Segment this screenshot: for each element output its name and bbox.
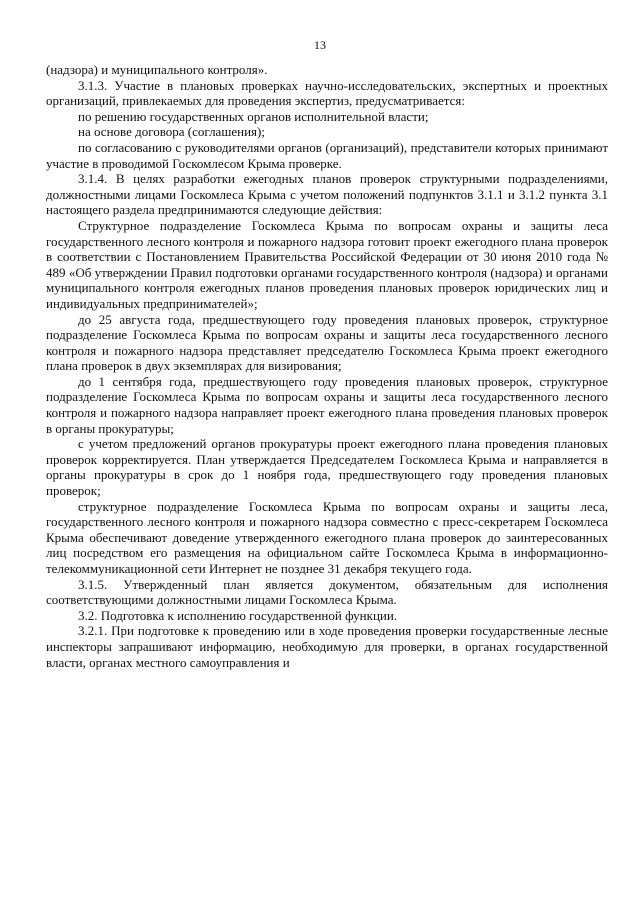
paragraph-action-item: Структурное подразделение Госкомлеса Крыма по вопросам охраны и защиты леса государственного лесного контроля и пожарного надзора готовит проект ежегодного плана проверок в соответствии с Постановлением Правительства Российской Федерации от 30 июня 2010 года № 489 «Об утверждении Правил подготовки органами государственного контроля (надзора) и органами муниципального контроля ежегодных планов проведения плановых проверок юридических лиц и индивидуальных предпринимателей»; bbox=[46, 217, 608, 311]
paragraph-action-item: до 25 августа года, предшествующего году проведения плановых проверок, структурное подразделение Госкомлеса Крыма по вопросам охраны и защиты леса государственного лесного контроля и пожарного надзора представляет председателю Госкомлеса Крыма проект ежегодного плана проверок в двух экземплярах для визирования; bbox=[46, 311, 608, 374]
paragraph-3-1-4: 3.1.4. В целях разработки ежегодных планов проверок структурными подразделениями, должностными лицами Госкомлеса Крыма с учетом положений подпунктов 3.1.1 и 3.1.2 пункта 3.1 настоящего раздела предпринимаются следующие действия: bbox=[46, 171, 608, 218]
paragraph-list-item: по решению государственных органов исполнительной власти; bbox=[78, 108, 429, 124]
document-body bbox=[46, 62, 608, 670]
paragraph-action-item: с учетом предложений органов прокуратуры проект ежегодного плана проведения плановых проверок корректируется. План утверждается Председателем Госкомлеса Крыма и направляется в органы прокуратуры в срок до 1 ноября года, предшествующего году проведения плановых проверок; bbox=[46, 436, 608, 499]
paragraph-list-item: на основе договора (соглашения); bbox=[78, 124, 265, 140]
page-number: 13 bbox=[314, 38, 326, 52]
paragraph-action-item: до 1 сентября года, предшествующего году проведения плановых проверок, структурное подразделение Госкомлеса Крыма по вопросам охраны и защиты леса государственного лесного контроля и пожарного надзора направляет проект ежегодного плана проведения плановых проверок в органы прокуратуры; bbox=[46, 373, 608, 436]
paragraph-action-item: структурное подразделение Госкомлеса Крыма по вопросам охраны и защиты леса, государственного лесного контроля и пожарного надзора совместно с пресс-секретарем Госкомлеса Крыма обеспечивают доведение утвержденного ежегодного плана проверок до заинтересованных лиц посредством его размещения на официальном сайте Госкомлеса Крыма в информационно-телекоммуникационной сети Интернет не позднее 31 декабря текущего года. bbox=[46, 498, 608, 576]
paragraph-3-2-1: 3.2.1. При подготовке к проведению или в ходе проведения проверки государственные лесные инспекторы запрашивают информацию, необходимую для проверки, в органах государственной власти, органах местного самоуправления и bbox=[46, 623, 608, 670]
paragraph-3-2: 3.2. Подготовка к исполнению государственной функции. bbox=[78, 607, 398, 623]
paragraph-list-item: по согласованию с руководителями органов (организаций), представители которых принимают участие в проводимой Госкомлесом Крыма проверке. bbox=[46, 139, 608, 171]
paragraph-3-1-3: 3.1.3. Участие в плановых проверках научно-исследовательских, экспертных и проектных организаций, привлекаемых для проведения экспертиз, предусматривается: bbox=[46, 77, 608, 109]
paragraph-3-1-5: 3.1.5. Утвержденный план является документом, обязательным для исполнения соответствующими должностными лицами Госкомлеса Крыма. bbox=[46, 576, 608, 608]
paragraph-continuation: (надзора) и муниципального контроля». bbox=[46, 62, 268, 77]
